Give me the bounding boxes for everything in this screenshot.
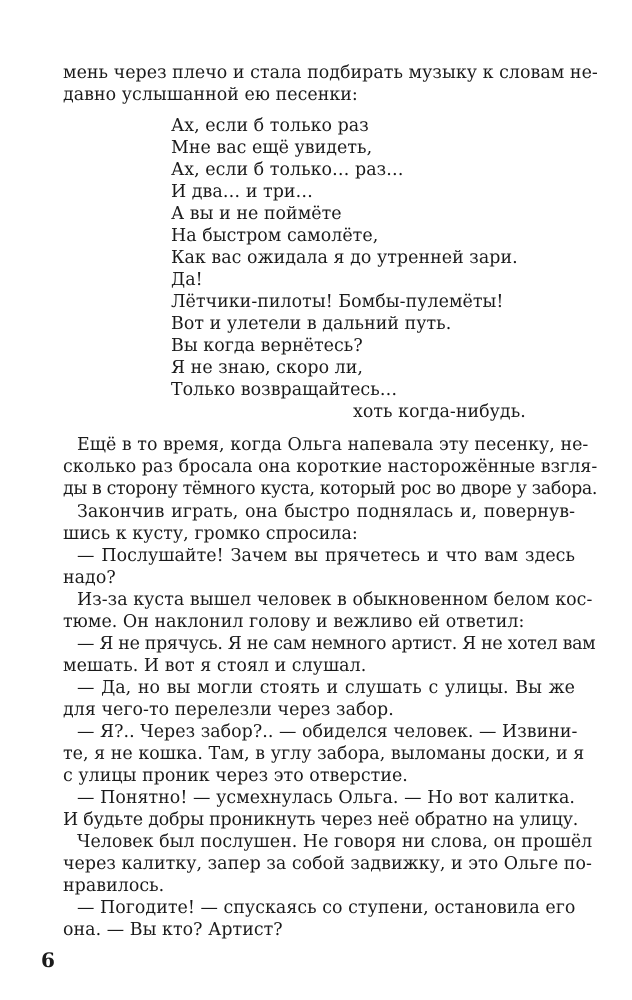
text-line: — Понятно! — усмехнулась Ольга. — Но вот калитка.: [77, 788, 575, 808]
text-line: Ещё в то время, когда Ольга напевала эту песенку, не-: [77, 435, 589, 455]
text-line: надо?: [63, 568, 116, 588]
text-line: — Я?.. Через забор?.. — обиделся человек. — Извини-: [77, 722, 578, 742]
text-line: мень через плечо и стала подбирать музыку к словам не-: [63, 63, 598, 83]
verse-line: хоть когда-нибудь.: [353, 402, 526, 422]
verse-line: И два… и три…: [171, 182, 313, 202]
text-line: ды в сторону тёмного куста, который рос во дворе у забора.: [63, 479, 598, 499]
text-line: Из-за куста вышел человек в обыкновенном белом кос-: [77, 590, 593, 610]
text-line: сколько раз бросала она короткие насторожённые взгля-: [63, 457, 598, 477]
text-line: с улицы проник через это отверстие.: [63, 766, 408, 786]
text-line: тюме. Он наклонил голову и вежливо ей ответил:: [63, 612, 525, 632]
text-line: она. — Вы кто? Артист?: [63, 920, 283, 940]
text-line: Человек был послушен. Не говоря ни слова, он прошёл: [77, 832, 593, 852]
text-line: Закончив играть, она быстро поднялась и, повернув-: [77, 502, 575, 522]
verse-line: Ах, если б только раз: [171, 116, 369, 136]
verse-line: Да!: [171, 270, 203, 290]
text-line: шись к кусту, громко спросила:: [63, 524, 358, 544]
text-line: — Да, но вы могли стоять и слушать с улицы. Вы же: [77, 678, 575, 698]
verse-line: Вот и улетели в дальний путь.: [171, 314, 452, 334]
verse-line: Ах, если б только… раз…: [171, 160, 404, 180]
verse-line: Я не знаю, скоро ли,: [171, 358, 363, 378]
verse-line: На быстром самолёте,: [171, 226, 379, 246]
verse-line: Лётчики-пилоты! Бомбы-пулемёты!: [171, 292, 504, 312]
text-line: через калитку, запер за собой задвижку, и это Ольге по-: [63, 854, 592, 874]
text-line: те, я не кошка. Там, в углу забора, выломаны доски, и я: [63, 744, 585, 764]
text-line: И будьте добры проникнуть через неё обратно на улицу.: [63, 810, 579, 830]
verse-line: Вы когда вернётесь?: [171, 336, 363, 356]
text-line: — Послушайте! Зачем вы прячетесь и что вам здесь: [77, 546, 575, 566]
text-line: мешать. И вот я стоял и слушал.: [63, 656, 367, 676]
verse-line: А вы и не поймёте: [171, 204, 342, 224]
text-line: — Я не прячусь. Я не сам немного артист. Я не хотел вам: [77, 634, 596, 654]
verse-line: Как вас ожидала я до утренней зари.: [171, 248, 518, 268]
text-line: для чего-то перелезли через забор.: [63, 700, 394, 720]
text-line: нравилось.: [63, 876, 165, 896]
page-number: 6: [41, 948, 55, 972]
text-line: — Погодите! — спускаясь со ступени, остановила его: [77, 898, 576, 918]
verse-line: Мне вас ещё увидеть,: [171, 138, 373, 158]
verse-line: Только возвращайтесь…: [171, 380, 398, 400]
text-line: давно услышанной ею песенки:: [63, 85, 358, 105]
